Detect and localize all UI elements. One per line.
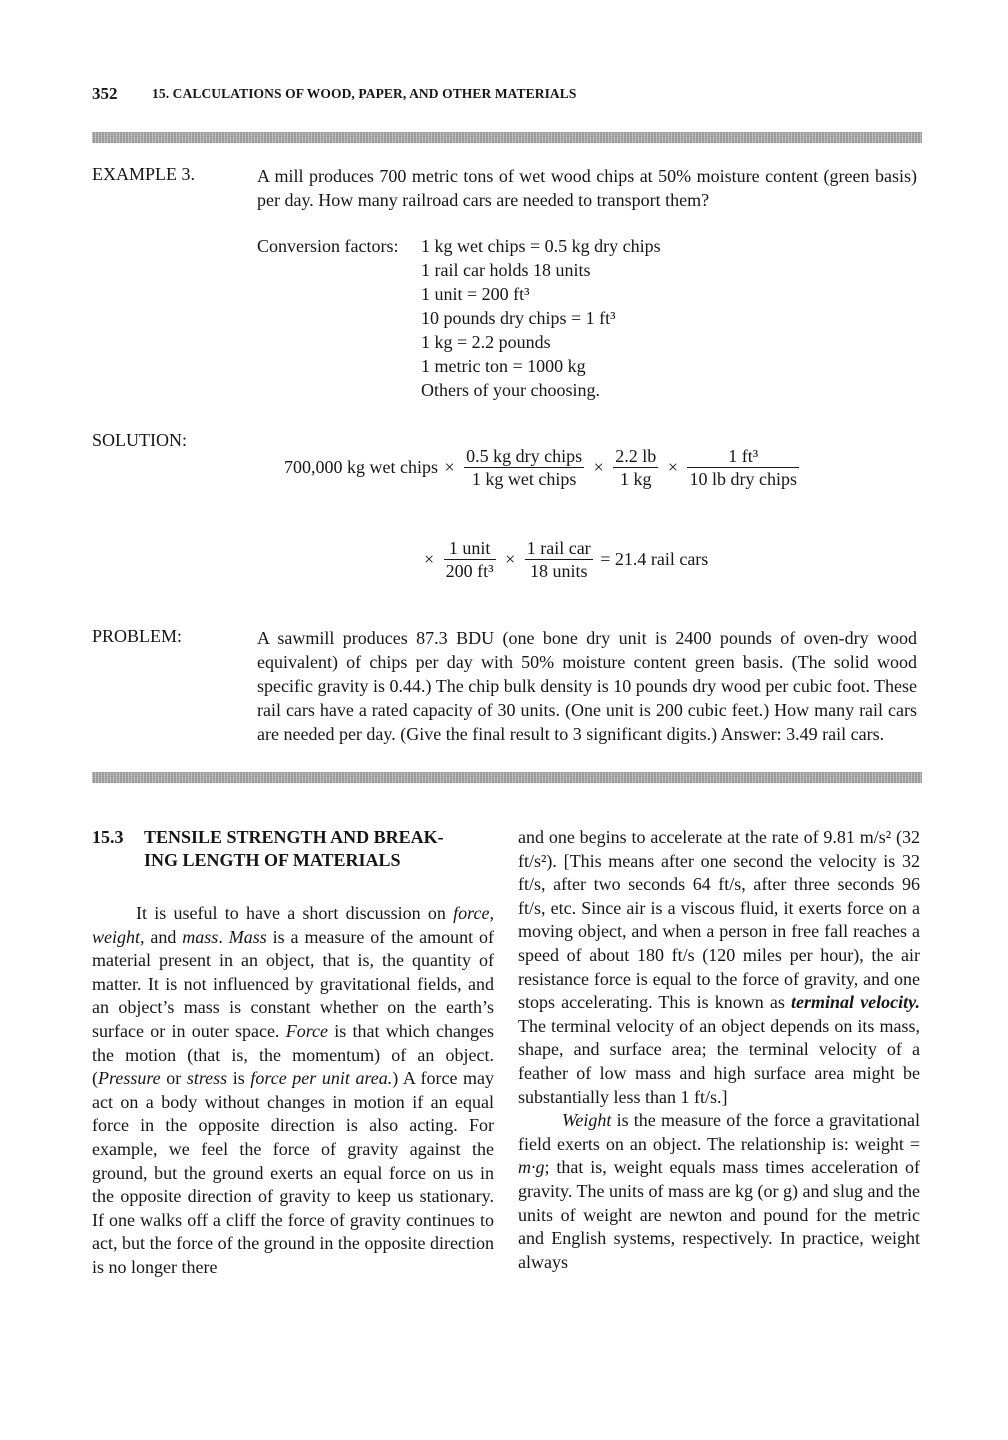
emphasis-run: force per unit area. (250, 1068, 393, 1089)
problem-label: PROBLEM: (92, 626, 183, 646)
fraction-lb-per-kg (613, 446, 658, 489)
times-sign: × (505, 549, 516, 569)
fraction-denominator: 18 units (529, 561, 588, 581)
section-heading (92, 826, 494, 872)
text-run: is (227, 1068, 251, 1089)
conversion-factor: Others of your choosing. (421, 380, 600, 400)
conversion-factor: 1 metric ton = 1000 kg (421, 356, 586, 376)
times-sign: × (444, 457, 455, 477)
fraction-numerator: 0.5 kg dry chips (466, 446, 583, 466)
text-run: and (144, 926, 183, 947)
body-paragraph (92, 902, 494, 1280)
solution-equation-line-2 (422, 538, 708, 581)
solution-label: SOLUTION: (92, 430, 187, 450)
solution-equation-line-1 (284, 446, 802, 489)
running-header (92, 84, 922, 108)
text-run: is a measure of the amount of material present in an object, that is, the quantity of matter. It is not influenced by gravitational fields, and an object’s mass is constant whether on the earth’s surface or in outer space. (92, 926, 494, 1041)
fraction-denominator: 200 ft³ (445, 561, 494, 581)
text-run: ) A force may act on a body without changes in motion if an equal force in the opposite direction is also acting. For example, we feel the force of gravity against the ground, but the ground exerts an equal force on us in the opposite direction of gravity to keep us stationary. If one walks off a cliff the force of gravity continues to act, but the force of the ground in the opposite direction is no longer there (92, 1068, 495, 1277)
text-run: or (160, 1068, 187, 1089)
section-title-line-1: TENSILE STRENGTH AND BREAK- (144, 827, 444, 847)
conversion-factor-list (421, 234, 661, 402)
conversion-factor: 1 rail car holds 18 units (421, 260, 591, 280)
section-title-line-2: ING LENGTH OF MATERIALS (144, 850, 401, 870)
fraction-unit-per-ft3 (444, 538, 496, 581)
shaded-rule-top (92, 132, 922, 143)
equation-result: = 21.4 rail cars (600, 549, 709, 569)
conversion-factor: 1 unit = 200 ft³ (421, 284, 530, 304)
text-run: is the measure of the force a gravitational field exerts on an object. The relationship is: weight = (518, 1110, 920, 1154)
fraction-denominator: 1 kg (620, 469, 652, 489)
text-run: It is useful to have a short discussion on (136, 903, 454, 923)
fraction-denominator: 1 kg wet chips (471, 469, 577, 489)
text-run: and one begins to accelerate at the rate of 9.81 m/s² (32 ft/s²). [This means after one second the velocity is 32 ft/s, after two seconds 64 ft/s, after three seconds 96 ft/s, etc. Since air is a viscous fluid, it exerts force on a moving object, and when a person in free fall reaches a speed of about 180 ft/s (120 miles per hour), the air resistance force is equal to the force of gravity, and one stops accelerating. This is known as (518, 827, 920, 1013)
conversion-factor: 10 pounds dry chips = 1 ft³ (421, 308, 616, 328)
problem-text: A sawmill produces 87.3 BDU (one bone dry unit is 2400 pounds of oven-dry wood equivalent) of chips per day with 50% moisture content green basis. (The solid wood specific gravity is 0.44.) The chip bulk density is 10 pounds dry wood per cubic foot. These rail cars have a rated capacity of 30 units. (One unit is 200 cubic feet.) How many rail cars are needed per day. (Give the final result to 3 significant digits.) Answer: 3.49 rail cars. (257, 628, 917, 744)
running-head: 15. CALCULATIONS OF WOOD, PAPER, AND OTHER MATERIALS (152, 86, 577, 101)
emphasis-run: force, weight, (92, 903, 494, 947)
text-run: ; that is, weight equals mass times acceleration of gravity. The units of mass are kg (or g) and slug and the units of weight are newton and pound for the metric and English systems, respectively. In practice, weight always (518, 1157, 920, 1272)
body-paragraph (518, 826, 920, 1109)
fraction-car-per-units (525, 538, 593, 581)
text-run: The terminal velocity of an object depends on its mass, shape, and surface area; the terminal velocity of a feather of low mass and high surface area might be substantially less than 1 ft/s.] (518, 1015, 920, 1107)
body-paragraph (518, 1109, 920, 1274)
emphasis-run: stress (186, 1068, 228, 1089)
emphasis-run: mass (182, 926, 219, 947)
emphasis-run: Pressure (98, 1068, 161, 1089)
page-number: 352 (92, 84, 118, 103)
emphasis-run: m·g (518, 1157, 545, 1178)
section-number: 15.3 (92, 827, 124, 847)
shaded-rule-bottom (92, 772, 922, 783)
left-column (92, 826, 494, 1280)
fraction-numerator: 1 unit (444, 538, 496, 560)
times-sign: × (424, 549, 435, 569)
fraction-numerator: 1 ft³ (687, 446, 799, 468)
emphasis-run: terminal velocity. (791, 992, 920, 1013)
equation-lead: 700,000 kg wet chips (284, 457, 438, 477)
times-sign: × (593, 457, 604, 477)
conversion-label: Conversion factors: (257, 236, 399, 256)
right-column (518, 826, 920, 1274)
fraction-ft3-per-lb (687, 446, 799, 489)
text-run: . (218, 926, 229, 947)
emphasis-run: Weight (562, 1110, 612, 1131)
example-text: A mill produces 700 metric tons of wet wood chips at 50% moisture content (green basis) per day. How many railroad cars are needed to transport them? (257, 166, 917, 210)
conversion-factor: 1 kg wet chips = 0.5 kg dry chips (421, 236, 661, 256)
text-run: is that which changes the motion (that is, the momentum) of an object. ( (92, 1020, 494, 1089)
example-label: EXAMPLE 3. (92, 164, 195, 184)
conversion-factor: 1 kg = 2.2 pounds (421, 332, 551, 352)
emphasis-run: Force (285, 1020, 329, 1041)
fraction-dry-per-wet (464, 446, 584, 489)
fraction-numerator: 2.2 lb (615, 446, 657, 466)
emphasis-run: Mass (228, 926, 267, 947)
fraction-denominator: 10 lb dry chips (689, 469, 797, 489)
times-sign: × (667, 457, 678, 477)
fraction-numerator: 1 rail car (526, 538, 591, 558)
